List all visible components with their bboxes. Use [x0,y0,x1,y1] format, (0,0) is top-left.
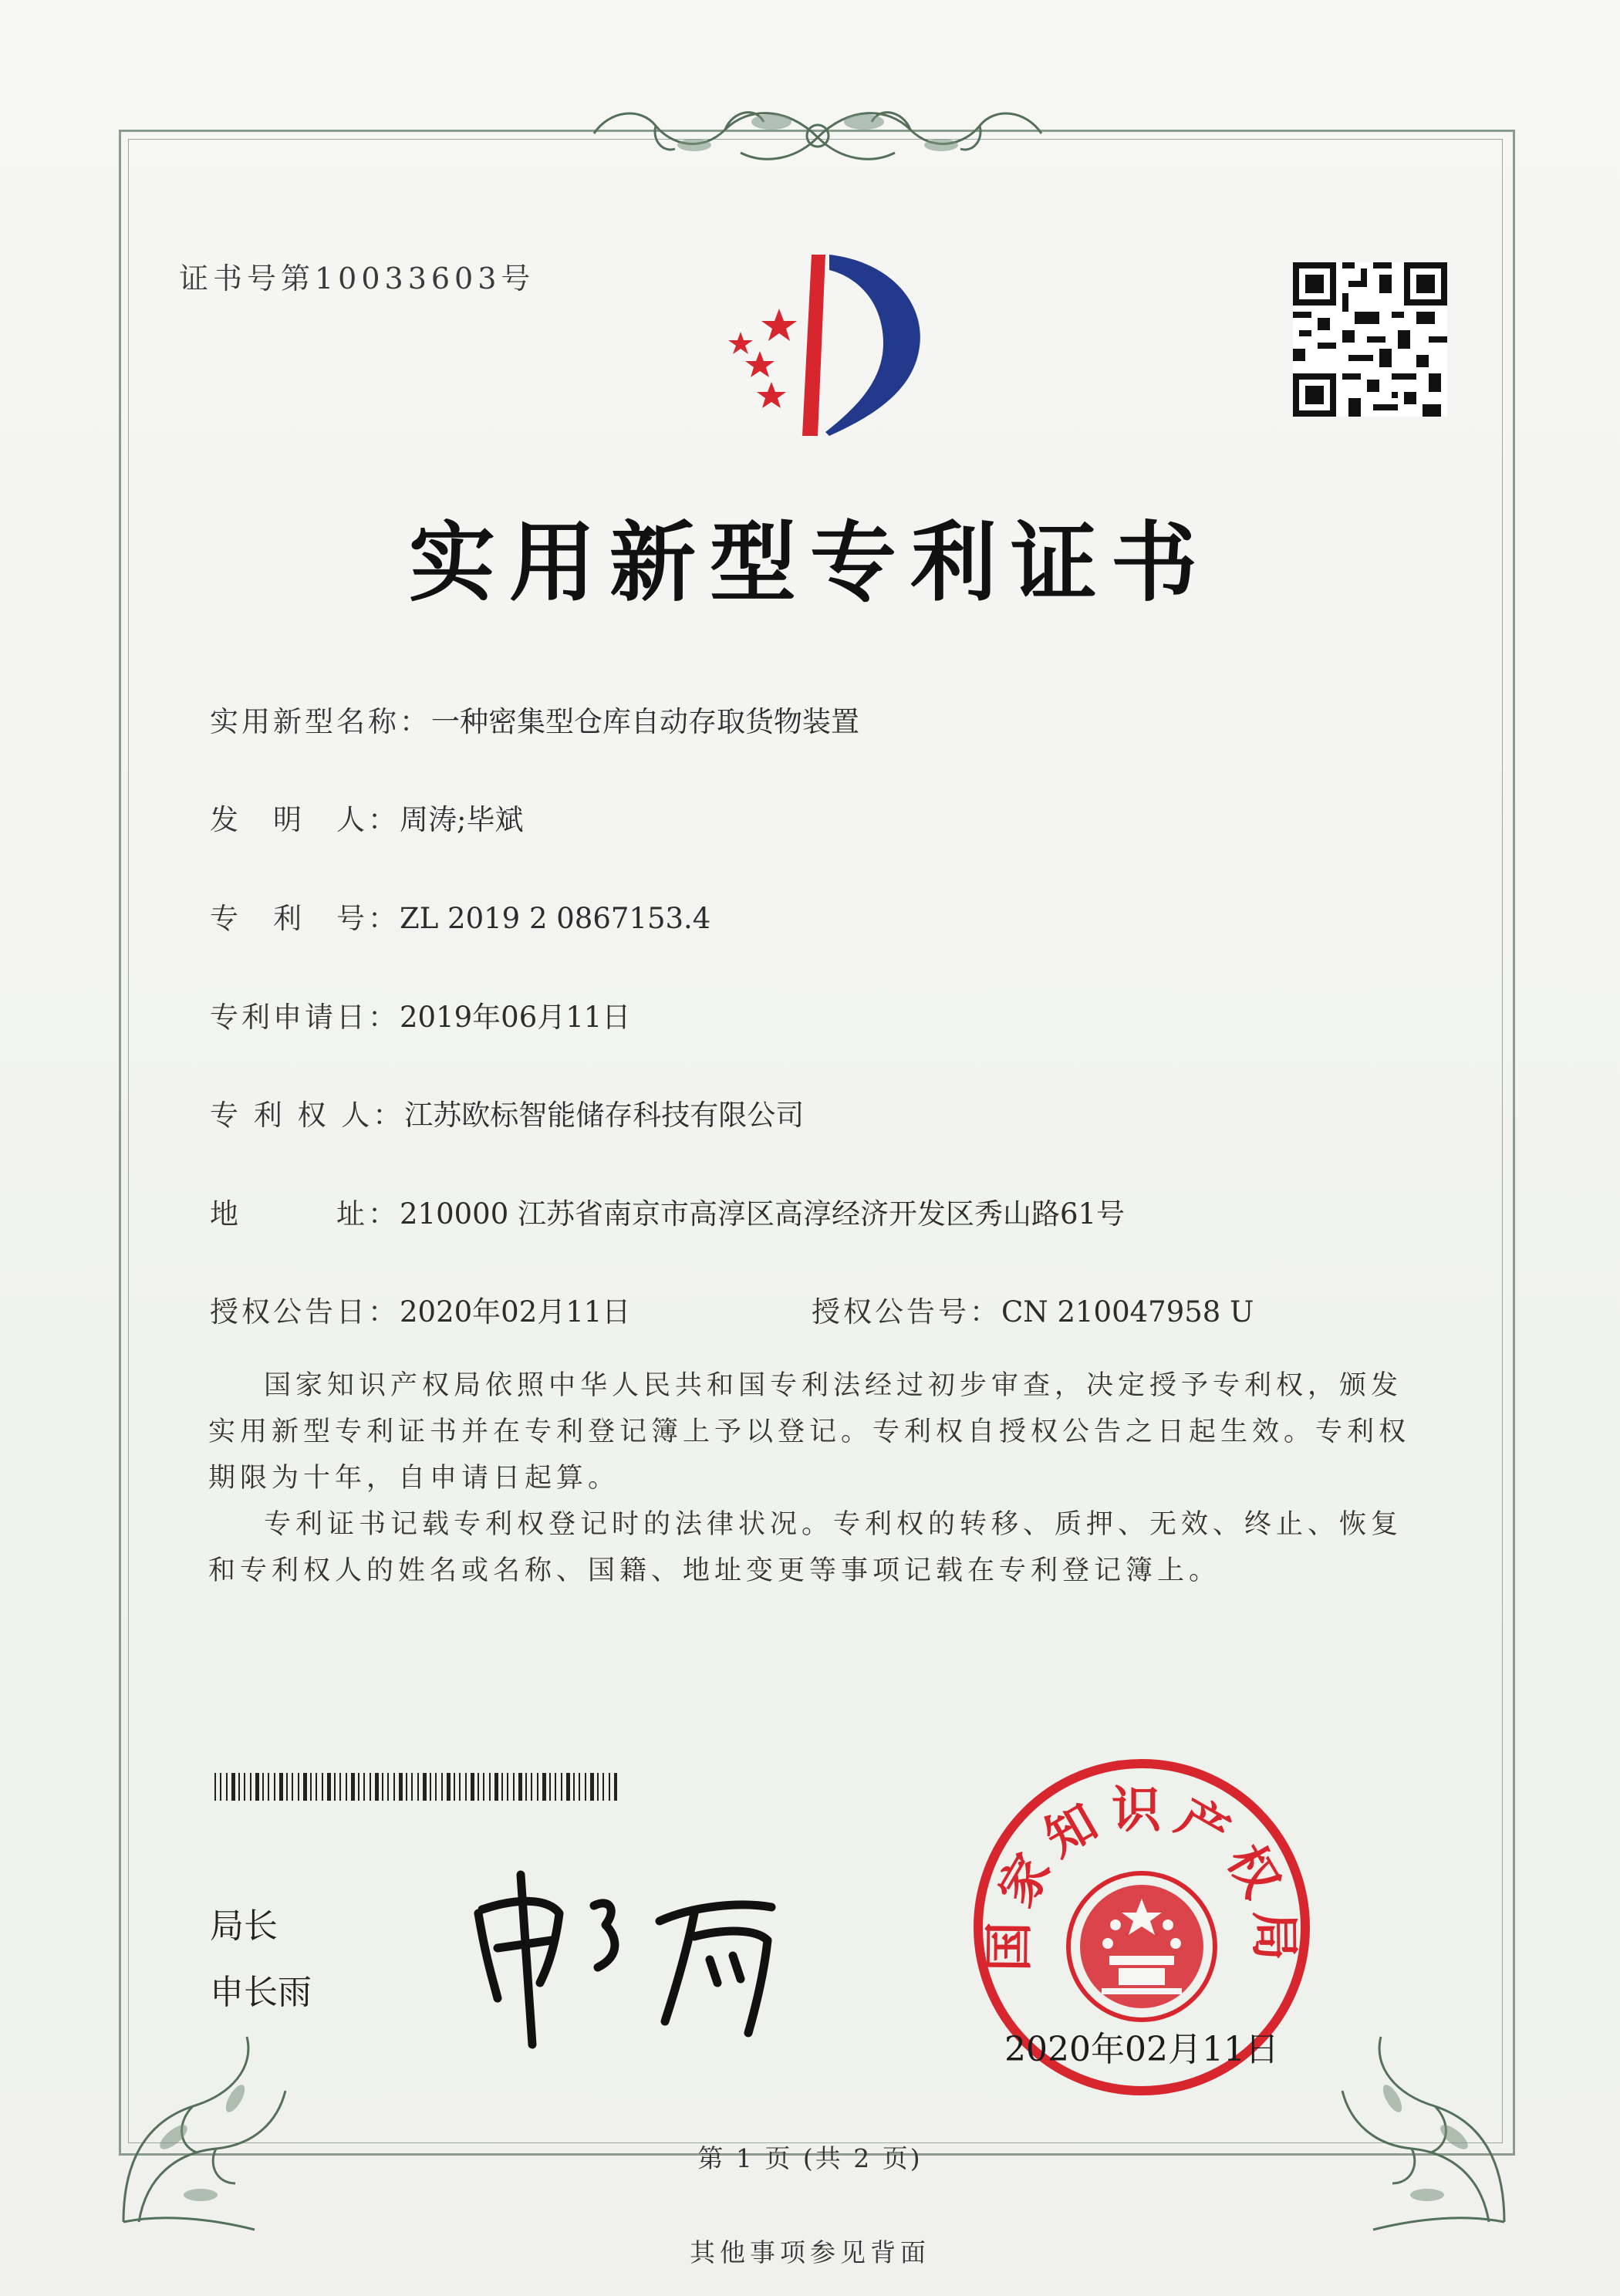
field-label: 授权公告日： [210,1295,400,1329]
body-paragraph: 国家知识产权局依照中华人民共和国专利法经过初步审查，决定授予专利权，颁发实用新型专利证书并在专利登记簿上予以登记。专利权自授权公告之日起生效。专利权期限为十年，自申请日起算。 [208,1370,1411,1494]
page-number: 第 1 页 (共 2 页) [697,2143,923,2173]
qr-code-icon [1293,262,1447,417]
field-value: 210000 江苏省南京市高淳区高淳经济开发区秀山路61号 [400,1197,1126,1231]
field-announcement-number [812,1288,1254,1330]
field-value: 周涛;毕斌 [400,803,524,836]
field-value: ZL 2019 2 0867153.4 [400,902,711,935]
field-patent-number [210,895,710,937]
signatory-name: 申长雨 [210,1973,312,2012]
cnipa-logo-icon [694,247,941,440]
field-inventor [210,796,523,838]
field-patentee [210,1092,804,1133]
field-value: 2020年02月11日 [400,1295,631,1329]
footer-note: 其他事项参见背面 [690,2237,930,2267]
field-label: 发 明 人： [210,803,400,836]
certificate-body [208,1362,1419,1594]
body-paragraph: 专利证书记载专利权登记时的法律状况。专利权的转移、质押、无效、终止、恢复和专利权人的姓名或名称、国籍、地址变更等事项记载在专利登记簿上。 [208,1509,1403,1586]
bottom-left-ornament-icon [100,2006,301,2237]
field-label: 授权公告号： [812,1295,1001,1329]
bottom-right-ornament-icon [1327,2006,1527,2237]
field-address [210,1190,1125,1232]
field-value: 一种密集型仓库自动存取货物装置 [431,705,859,738]
field-label: 专 利 权 人： [210,1099,405,1132]
field-application-date [210,994,630,1035]
signatory-title: 局长 [210,1906,278,1946]
svg-text:国家知识产权局: 国家知识产权局 [980,1782,1303,1972]
field-value: CN 210047958 U [1001,1295,1254,1329]
field-label: 地 址： [210,1197,400,1231]
barcode-icon [214,1773,617,1801]
field-value: 江苏欧标智能储存科技有限公司 [404,1099,805,1132]
certificate-number: 证书号第10033603号 [179,262,535,295]
top-ornament-icon [571,91,1065,184]
field-value: 2019年06月11日 [400,1001,631,1034]
seal-date: 2020年02月11日 [1004,2030,1279,2069]
page-title: 实用新型专利证书 [409,513,1211,613]
field-utility-model-name [210,698,859,740]
field-label: 实用新型名称： [210,705,431,738]
field-grant-date [210,1288,630,1330]
field-label: 专 利 号： [210,902,400,935]
signature-icon [463,1852,833,2052]
field-label: 专利申请日： [210,1001,400,1034]
